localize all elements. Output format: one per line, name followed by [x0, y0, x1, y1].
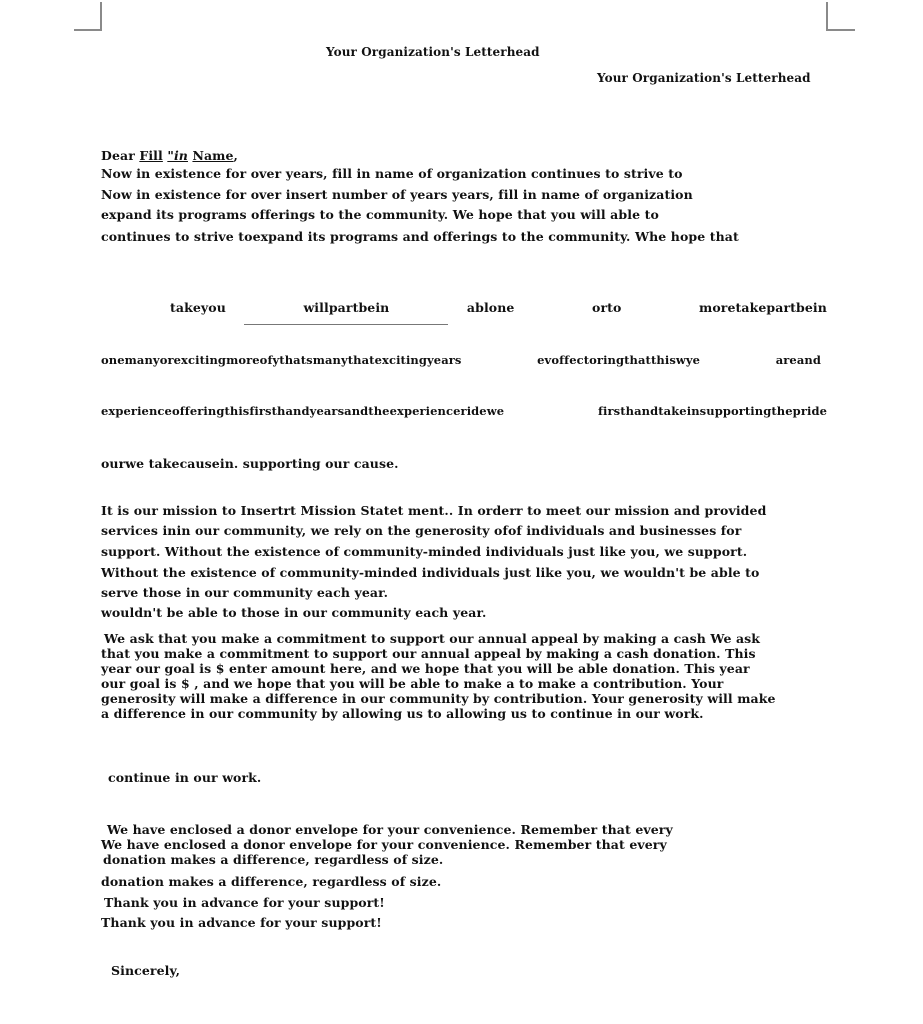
para3-tail[interactable]: continue in our work.	[108, 770, 262, 785]
para4-line[interactable]: We have enclosed a donor envelope for your convenience. Remember that every	[101, 837, 667, 852]
para3-line[interactable]: that you make a commitment to support our annual appeal by making a cash donation. This	[101, 646, 756, 661]
para1-line[interactable]: continues to strive toexpand its programs and offerings to the community. Whe hope that	[101, 229, 739, 244]
scrambled-row-2[interactable]	[101, 352, 821, 368]
scrambled-row-3[interactable]	[101, 403, 827, 419]
para1-line[interactable]: Now in existence for over years, fill in name of organization continues to strive to	[101, 166, 683, 181]
para3-line[interactable]: a difference in our community by allowing us to allowing us to continue in our work.	[101, 706, 704, 721]
crop-mark-top-right	[826, 2, 855, 31]
name-field-fill[interactable]: Fill	[139, 148, 163, 163]
scrambled-word: moretakepartbein	[699, 300, 827, 315]
scrambled-word: evoffectoringthatthiswye	[537, 353, 701, 367]
para3-line[interactable]: generosity will make a difference in our community by contribution. Your generosity will make	[101, 691, 776, 706]
crop-mark-top-left	[74, 2, 102, 31]
salutation-suffix: ,	[233, 148, 238, 163]
salutation[interactable]	[101, 148, 238, 164]
letterhead-right[interactable]: Your Organization's Letterhead	[597, 71, 811, 85]
salutation-prefix: Dear	[101, 148, 135, 163]
scrambled-word: orto	[592, 300, 622, 315]
scrambled-word: firsthandtakeinsupportingthepride	[598, 404, 827, 418]
thanks-line[interactable]: Thank you in advance for your support!	[104, 895, 385, 910]
scrambled-word: onemanyorexcitingmoreofythatsmanythatexcitingyears	[101, 353, 462, 367]
para1-line[interactable]: expand its programs offerings to the community. We hope that you will able to	[101, 207, 659, 222]
scrambled-word: experienceofferingthisfirsthandyearsandtheexperienceridewe	[101, 404, 505, 418]
name-field-in[interactable]: "in	[167, 148, 188, 163]
para2-line[interactable]: serve those in our community each year.	[101, 585, 389, 600]
thanks-line[interactable]: Thank you in advance for your support!	[101, 915, 382, 930]
letterhead-center[interactable]: Your Organization's Letterhead	[326, 45, 540, 59]
scrambled-word: takeyou	[170, 300, 226, 315]
para4-line[interactable]: We have enclosed a donor envelope for your convenience. Remember that every	[107, 822, 673, 837]
para2-line[interactable]: wouldn't be able to those in our community each year.	[101, 605, 487, 620]
para4-line[interactable]: donation makes a difference, regardless of size.	[101, 874, 442, 889]
para3-line[interactable]: year our goal is $ enter amount here, and we hope that you will be able donation. This year	[101, 661, 750, 676]
scrambled-word: ablone	[466, 300, 515, 315]
name-field-name[interactable]: Name	[192, 148, 234, 163]
para4-line[interactable]: donation makes a difference, regardless of size.	[103, 852, 444, 867]
scrambled-word: areand	[775, 353, 821, 367]
underline-rule	[244, 324, 448, 325]
para2-line[interactable]: Without the existence of community-minded individuals just like you, we wouldn't be able to	[101, 565, 760, 580]
scrambled-word: willpartbein	[303, 300, 390, 315]
para3-line[interactable]: our goal is $ , and we hope that you will be able to make a to make a contribution. Your	[101, 676, 724, 691]
scrambled-row-1[interactable]	[170, 300, 827, 316]
para2-line[interactable]: It is our mission to Insertrt Mission Statet ment.. In orderr to meet our mission and provided	[101, 503, 767, 518]
para2-line[interactable]: support. Without the existence of community-minded individuals just like you, we support.	[101, 544, 748, 559]
scrambled-row-4[interactable]: ourwe takecausein. supporting our cause.	[101, 456, 399, 471]
para1-line[interactable]: Now in existence for over insert number of years years, fill in name of organization	[101, 187, 693, 202]
para3-line[interactable]: We ask that you make a commitment to support our annual appeal by making a cash We ask	[104, 631, 761, 646]
para2-line[interactable]: services inin our community, we rely on the generosity ofof individuals and businesses for	[101, 523, 742, 538]
closing[interactable]: Sincerely,	[111, 963, 181, 978]
